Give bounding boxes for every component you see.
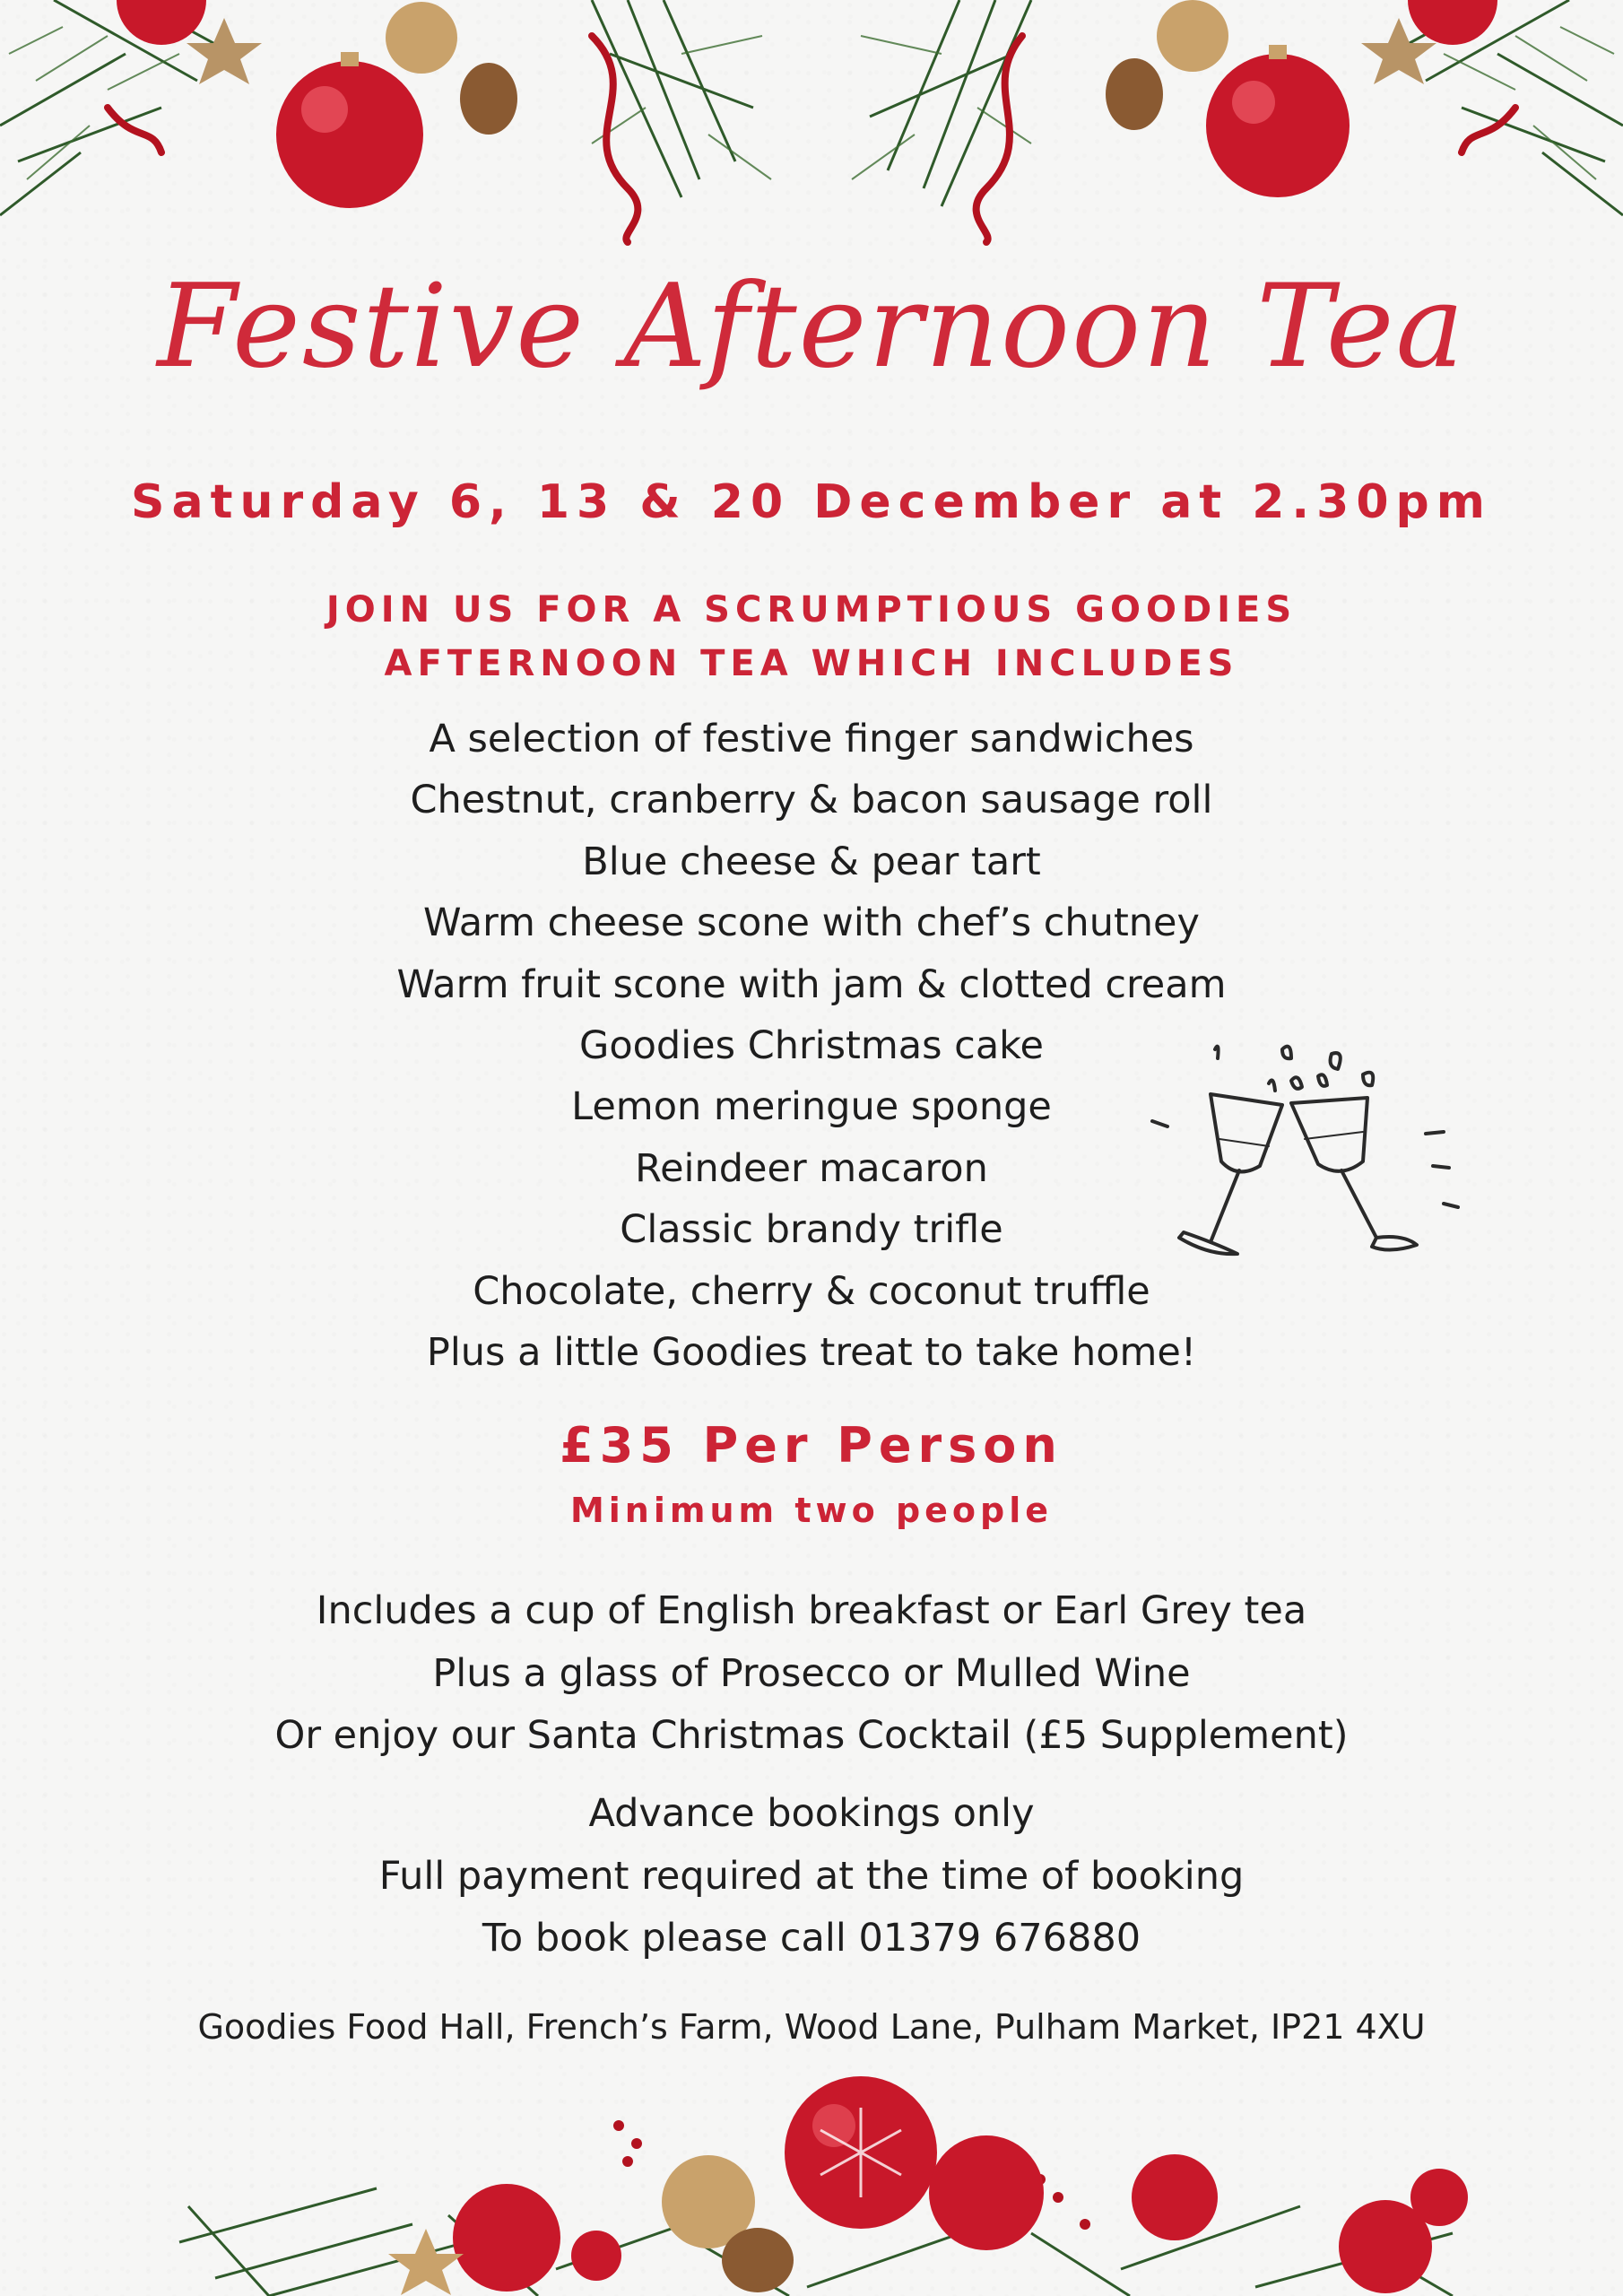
menu-item: Warm fruit scone with jam & clotted cream: [396, 961, 1227, 1007]
champagne-toast-icon: [1148, 1031, 1471, 1309]
intro-line: JOIN US FOR A SCRUMPTIOUS GOODIES: [325, 589, 1298, 631]
menu-item: Chestnut, cranberry & bacon sausage roll: [410, 778, 1213, 823]
includes-line: Plus a glass of Prosecco or Mulled Wine: [432, 1650, 1191, 1696]
includes-line: Includes a cup of English breakfast or Earl Grey tea: [316, 1588, 1307, 1633]
top-garland-decoration: [0, 0, 1623, 269]
event-dates: Saturday 6, 13 & 20 December at 2.30pm: [131, 475, 1492, 529]
minimum-note: Minimum two people: [569, 1491, 1054, 1530]
intro-heading: [0, 583, 1623, 691]
booking-info: [0, 1783, 1623, 1970]
menu-item: Lemon meringue sponge: [571, 1084, 1052, 1130]
booking-phone-line: To book please call 01379 676880: [482, 1916, 1141, 1961]
venue-address: Goodies Food Hall, French’s Farm, Wood Lane, Pulham Market, IP21 4XU: [197, 2007, 1426, 2047]
intro-line: AFTERNOON TEA WHICH INCLUDES: [384, 643, 1239, 684]
includes-list: [0, 1580, 1623, 1768]
page-title: Festive Afternoon Tea: [157, 260, 1466, 394]
menu-item: Plus a little Goodies treat to take home!: [426, 1329, 1197, 1375]
includes-line: Or enjoy our Santa Christmas Cocktail (£5 Supplement): [274, 1713, 1349, 1758]
booking-line: Full payment required at the time of booking: [378, 1853, 1245, 1899]
price-heading: £35 Per Person: [560, 1417, 1063, 1474]
menu-item: Classic brandy trifle: [620, 1207, 1003, 1253]
booking-line: Advance bookings only: [588, 1791, 1035, 1836]
menu-item: Reindeer macaron: [635, 1145, 988, 1191]
menu-item: Chocolate, cherry & coconut truffle: [473, 1268, 1150, 1314]
menu-item: Blue cheese & pear tart: [582, 839, 1041, 884]
menu-item: Goodies Christmas cake: [579, 1022, 1044, 1068]
menu-item: Warm cheese scone with chef’s chutney: [423, 900, 1200, 946]
menu-item: A selection of festive finger sandwiches: [429, 717, 1194, 761]
bottom-garland-decoration: [0, 2063, 1623, 2296]
